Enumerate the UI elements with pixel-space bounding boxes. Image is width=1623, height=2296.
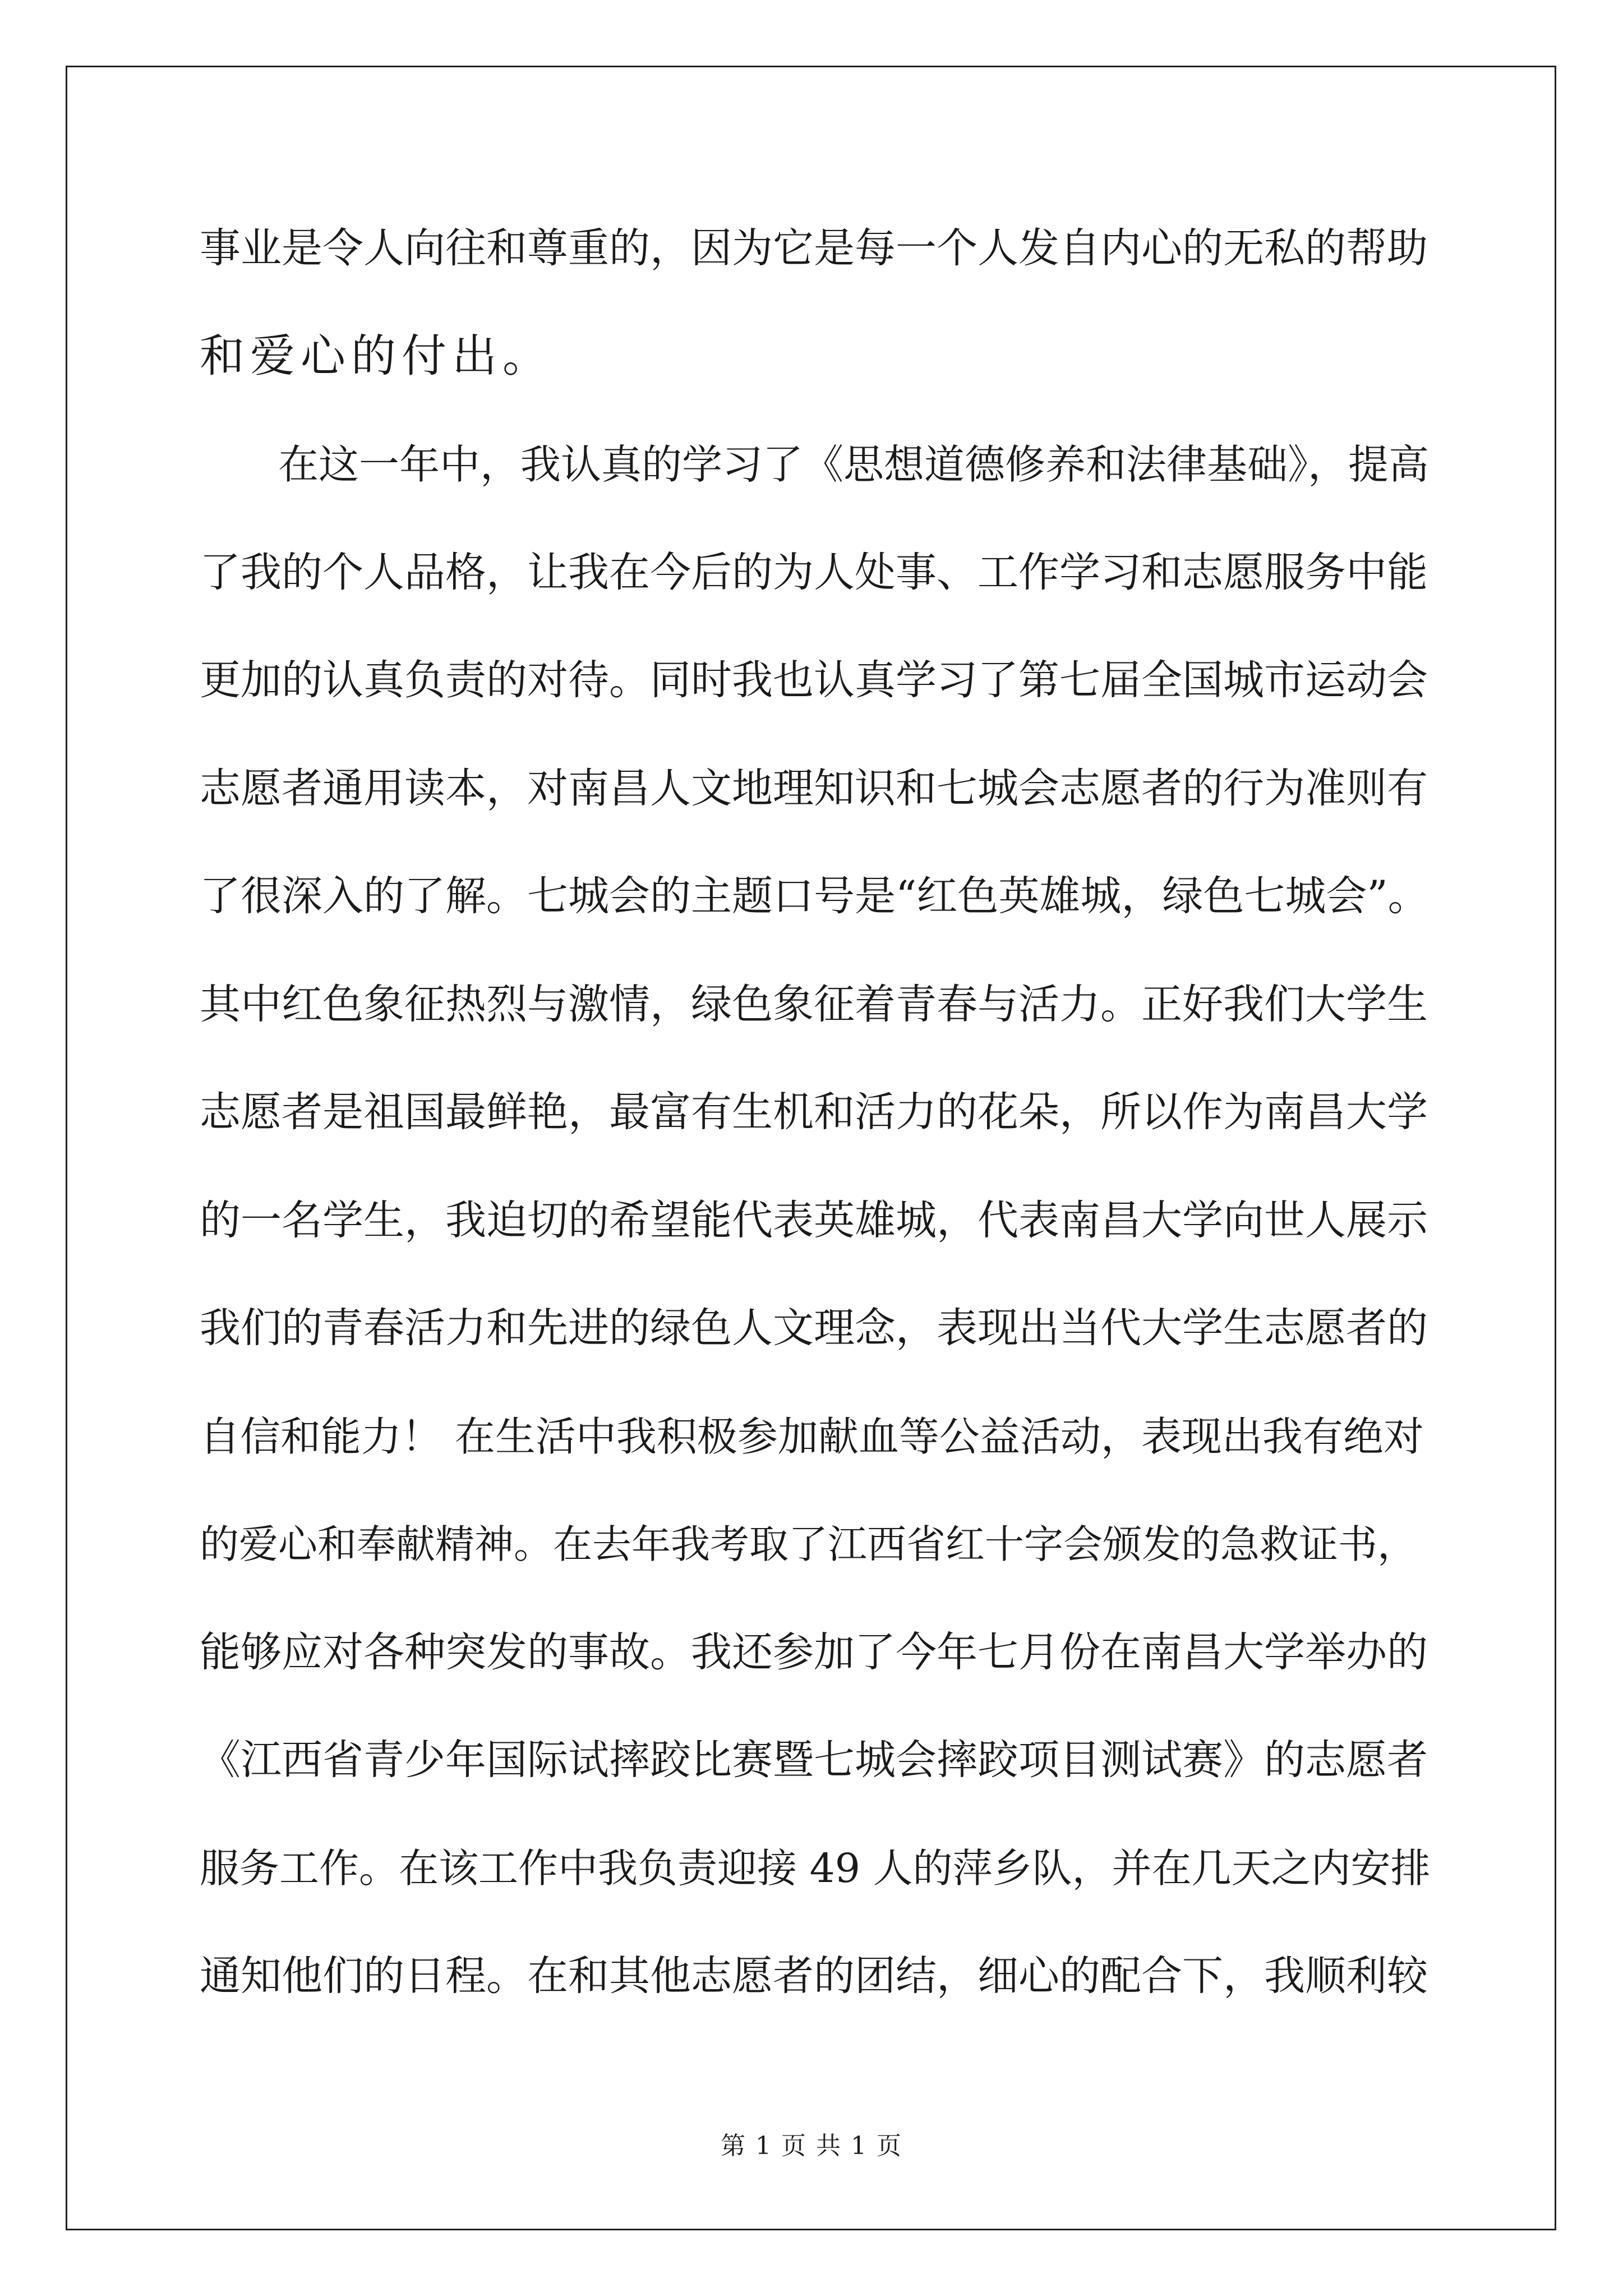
- text-line: 自信和能力！ 在生活中我积极参加献血等公益活动，表现出我有绝对: [200, 1413, 1424, 1460]
- text-line: 更加的认真负责的对待。同时我也认真学习了第七届全国城市运动会: [200, 656, 1428, 704]
- text-line: 其中红色象征热烈与激情，绿色象征着青春与活力。正好我们大学生: [200, 981, 1428, 1028]
- text-line: 我们的青春活力和先进的绿色人文理念，表现出当代大学生志愿者的: [200, 1304, 1428, 1352]
- text-line: 通知他们的日程。在和其他志愿者的团结，细心的配合下，我顺利较: [200, 1952, 1428, 2000]
- text-line: 了很深入的了解。七城会的主题口号是“红色英雄城，绿色七城会”。: [200, 872, 1429, 920]
- paragraph-first-line: 在这一年中，我认真的学习了《思想道德修养和法律基础》，提高: [278, 441, 1430, 488]
- text-line: 志愿者是祖国最鲜艳，最富有生机和活力的花朵，所以作为南昌大学: [200, 1088, 1428, 1136]
- text-line: 了我的个人品格，让我在今后的为人处事、工作学习和志愿服务中能: [200, 549, 1428, 596]
- text-line: 和爱心的付出。: [200, 330, 553, 382]
- text-line: 志愿者通用读本，对南昌人文地理知识和七城会志愿者的行为准则有: [200, 765, 1428, 812]
- text-line: 服务工作。在该工作中我负责迎接 49 人的萍乡队，并在几天之内安排: [200, 1845, 1431, 1892]
- text-line: 事业是令人向往和尊重的，因为它是每一个人发自内心的无私的帮助: [200, 224, 1428, 272]
- text-line: 能够应对各种突发的事故。我还参加了今年七月份在南昌大学举办的: [200, 1628, 1428, 1676]
- text-line: 《江西省青少年国际试摔跤比赛暨七城会摔跤项目测试赛》的志愿者: [200, 1736, 1428, 1784]
- page-number-footer: 第 1 页 共 1 页: [721, 2132, 902, 2160]
- page-border: [66, 66, 1556, 2230]
- text-line: 的爱心和奉献精神。在去年我考取了江西省红十字会颁发的急救证书，: [200, 1521, 1417, 1567]
- text-line: 的一名学生，我迫切的希望能代表英雄城，代表南昌大学向世人展示: [200, 1197, 1428, 1244]
